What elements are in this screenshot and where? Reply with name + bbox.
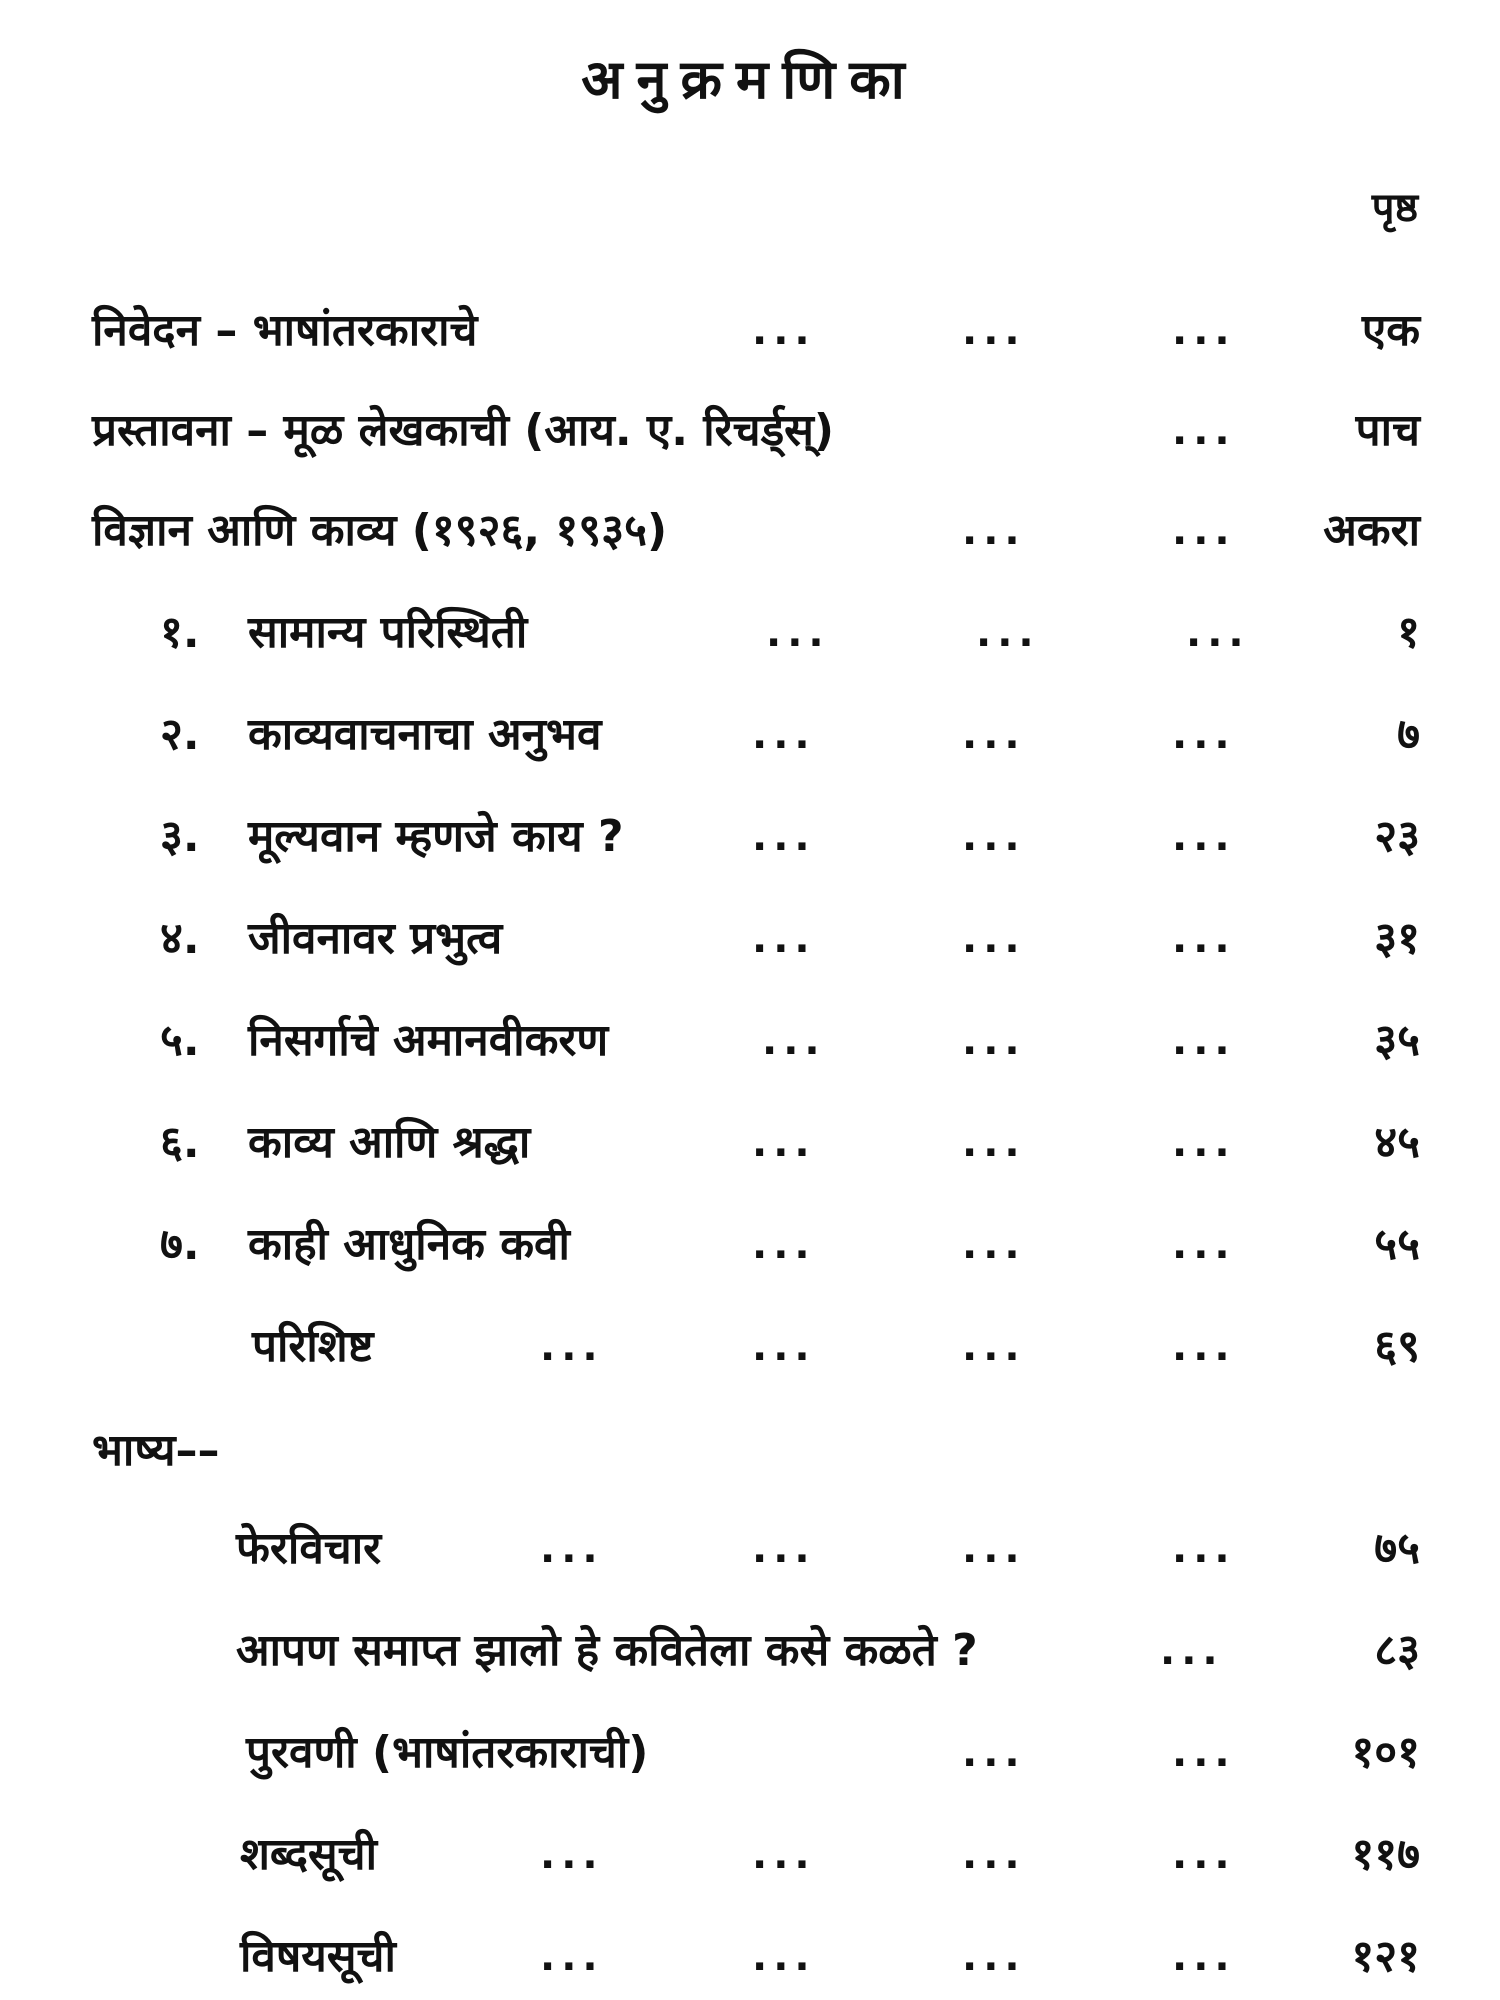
toc-chapter-2[interactable] [0,694,1500,764]
section-heading [0,1410,1500,1480]
toc-entry-label: शब्दसूची [240,1829,378,1880]
leader-dots: ... [1172,1526,1236,1572]
leader-dots: ... [1172,508,1236,554]
toc-entry-page: ५५ [1374,1219,1420,1270]
toc-entry-page: ७५ [1374,1523,1420,1574]
leader-dots: ... [962,1018,1026,1064]
leader-dots: ... [1172,308,1236,354]
toc-entry-label: मूल्यवान म्हणजे काय ? [248,811,624,862]
toc-entry-appendix[interactable] [0,1306,1500,1376]
leader-dots: ... [1186,610,1250,656]
leader-dots: ... [540,1324,604,1370]
toc-entry-label: प्रस्तावना – मूळ लेखकाची (आय. ए. रिचर्ड्स्) [92,405,835,456]
leader-dots: ... [962,1526,1026,1572]
toc-chapter-5[interactable] [0,1000,1500,1070]
toc-entry-glossary[interactable] [0,1814,1500,1884]
toc-entry-science-and-poetry[interactable] [0,490,1500,560]
leader-dots: ... [752,916,816,962]
leader-dots: ... [1172,1934,1236,1980]
toc-entry-label: विज्ञान आणि काव्य (१९२६, १९३५) [92,505,668,556]
section-label: भाष्य–– [92,1425,220,1476]
toc-entry-label: आपण समाप्त झालो हे कवितेला कसे कळते ? [236,1625,978,1676]
toc-entry-supplement[interactable] [0,1712,1500,1782]
page-column-header: पृष्ठ [1371,185,1418,231]
leader-dots: ... [1172,916,1236,962]
leader-dots: ... [1172,1222,1236,1268]
leader-dots: ... [1172,712,1236,758]
toc-entry-label: विषयसूची [240,1931,396,1982]
toc-entry-label: परिशिष्ट [252,1321,374,1372]
page-title: अनुक्रमणिका [581,48,919,111]
toc-entry-label: काही आधुनिक कवी [248,1219,570,1270]
leader-dots: ... [752,1222,816,1268]
toc-entry-page: १२१ [1351,1931,1420,1982]
leader-dots: ... [1172,1324,1236,1370]
leader-dots: ... [762,1018,826,1064]
chapter-number: १. [160,607,200,658]
toc-entry-page: १ [1397,607,1420,658]
chapter-number: ७. [160,1219,200,1270]
leader-dots: ... [752,1120,816,1166]
chapter-number: ६. [160,1117,200,1168]
toc-entry-page: ११७ [1351,1829,1420,1880]
toc-chapter-4[interactable] [0,898,1500,968]
toc-entry-label: फेरविचार [236,1523,382,1574]
toc-entry-page: ६९ [1374,1321,1420,1372]
leader-dots: ... [752,1934,816,1980]
toc-entry-page: एक [1361,305,1420,356]
leader-dots: ... [540,1832,604,1878]
leader-dots: ... [962,1324,1026,1370]
leader-dots: ... [962,308,1026,354]
toc-entry-subject-index[interactable] [0,1916,1500,1986]
leader-dots: ... [976,610,1040,656]
toc-entry-label: पुरवणी (भाषांतरकाराची) [246,1727,649,1778]
toc-entry-page: ३१ [1374,913,1420,964]
leader-dots: ... [962,1832,1026,1878]
leader-dots: ... [1160,1628,1224,1674]
chapter-number: २. [160,709,200,760]
toc-entry-label: निवेदन – भाषांतरकाराचे [92,305,478,356]
toc-entry-page: ८३ [1374,1625,1420,1676]
leader-dots: ... [1172,1018,1236,1064]
leader-dots: ... [752,308,816,354]
toc-entry-page: पाच [1355,405,1420,456]
toc-entry-page: २३ [1374,811,1420,862]
toc-entry-page: ४५ [1374,1117,1420,1168]
toc-entry-label: काव्य आणि श्रद्धा [248,1117,531,1168]
toc-chapter-7[interactable] [0,1204,1500,1274]
leader-dots: ... [1172,408,1236,454]
toc-entry-label: सामान्य परिस्थिती [248,607,528,658]
leader-dots: ... [752,1832,816,1878]
leader-dots: ... [752,814,816,860]
leader-dots: ... [962,712,1026,758]
leader-dots: ... [540,1526,604,1572]
toc-entry-preface-author[interactable] [0,390,1500,460]
toc-entry-reconsideration[interactable] [0,1508,1500,1578]
chapter-number: ४. [160,913,200,964]
toc-chapter-1[interactable] [0,592,1500,662]
leader-dots: ... [752,1526,816,1572]
chapter-number: ५. [160,1015,200,1066]
leader-dots: ... [766,610,830,656]
leader-dots: ... [962,814,1026,860]
leader-dots: ... [962,1120,1026,1166]
leader-dots: ... [1172,1730,1236,1776]
toc-entry-preface-translator[interactable] [0,290,1500,360]
leader-dots: ... [962,1934,1026,1980]
leader-dots: ... [752,712,816,758]
toc-entry-label: निसर्गाचे अमानवीकरण [248,1015,609,1066]
chapter-number: ३. [160,811,200,862]
leader-dots: ... [752,1324,816,1370]
leader-dots: ... [962,508,1026,554]
toc-entry-page: ३५ [1374,1015,1420,1066]
leader-dots: ... [962,1730,1026,1776]
toc-entry-how-poem-ends[interactable] [0,1610,1500,1680]
toc-entry-page: ७ [1397,709,1420,760]
toc-entry-page: १०१ [1351,1727,1420,1778]
leader-dots: ... [1172,1832,1236,1878]
toc-entry-page: अकरा [1323,505,1420,556]
leader-dots: ... [962,1222,1026,1268]
toc-chapter-6[interactable] [0,1102,1500,1172]
leader-dots: ... [962,916,1026,962]
toc-entry-label: काव्यवाचनाचा अनुभव [248,709,602,760]
toc-chapter-3[interactable] [0,796,1500,866]
toc-entry-label: जीवनावर प्रभुत्व [248,913,503,964]
leader-dots: ... [1172,814,1236,860]
leader-dots: ... [1172,1120,1236,1166]
leader-dots: ... [540,1934,604,1980]
